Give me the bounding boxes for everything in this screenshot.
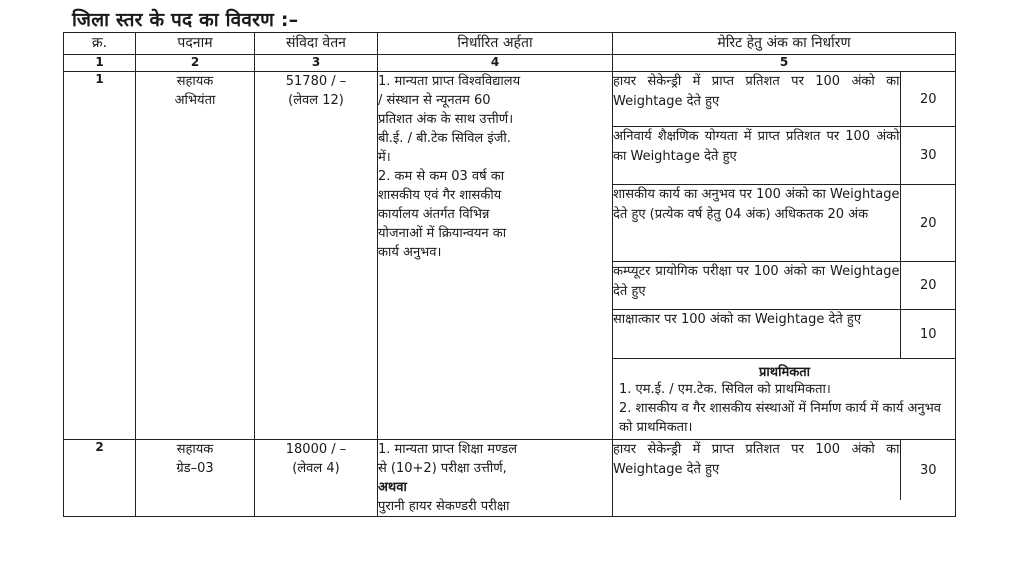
post-name-line: ग्रेड–03 (176, 461, 214, 476)
merit-item (613, 72, 956, 127)
qualification-line: कार्यालय अंतर्गत विभिन्न (378, 207, 490, 222)
merit-marks: 30 (900, 127, 956, 185)
post-details-table (63, 32, 956, 517)
qualification-line: योजनाओं में क्रियान्वयन का (378, 226, 507, 241)
qualification (378, 72, 613, 440)
column-number-row (64, 55, 956, 72)
merit-item (613, 185, 956, 262)
col-header-qualification: निर्धारित अर्हता (378, 33, 613, 55)
col-number: 2 (136, 55, 255, 72)
merit-item (613, 127, 956, 185)
qualification-or: अथवा (378, 480, 407, 495)
merit-marks: 30 (900, 440, 956, 500)
salary-level: (लेवल 4) (292, 461, 340, 476)
merit-marks: 20 (900, 262, 956, 310)
qualification-line: 1. मान्यता प्राप्त विश्वविद्यालय (378, 74, 521, 89)
merit-item (613, 262, 956, 310)
qualification (378, 440, 613, 517)
section-heading: जिला स्तर के पद का विवरण :– (72, 9, 299, 31)
salary-amount: 18000 / – (285, 442, 347, 457)
merit-marks: 10 (900, 310, 956, 359)
salary-amount: 51780 / – (285, 74, 347, 89)
col-header-post: पदनाम (136, 33, 255, 55)
table-row (64, 72, 956, 440)
priority-item: 2. शासकीय व गैर शासकीय संस्थाओं में निर्माण कार्य में कार्य अनुभव को प्राथमिकता। (619, 401, 942, 435)
merit-subtable (613, 440, 956, 500)
priority-item: 1. एम.ई. / एम.टेक. सिविल को प्राथमिकता। (619, 382, 831, 397)
header-row (64, 33, 956, 55)
table-row (64, 440, 956, 517)
merit-criteria (613, 440, 956, 517)
qualification-line: पुरानी हायर सेकण्डरी परीक्षा (378, 499, 510, 514)
qualification-line: से (10+2) परीक्षा उत्तीर्ण, (378, 461, 507, 476)
salary-level: (लेवल 12) (288, 93, 344, 108)
priority-cell (613, 359, 956, 440)
merit-criterion: हायर सेकेन्ड्री में प्राप्त प्रतिशत पर 100 अंको का Weightage देते हुए (613, 440, 900, 500)
qualification-line: कार्य अनुभव। (378, 245, 442, 260)
merit-criterion: हायर सेकेन्ड्री में प्राप्त प्रतिशत पर 100 अंको का Weightage देते हुए (613, 72, 900, 127)
qualification-line: में। (378, 150, 391, 165)
merit-criteria (613, 72, 956, 440)
salary (255, 72, 378, 440)
merit-item (613, 440, 956, 500)
col-number: 5 (613, 55, 956, 72)
qualification-line: 1. मान्यता प्राप्त शिक्षा मण्डल (378, 442, 518, 457)
col-number: 4 (378, 55, 613, 72)
col-header-sn: क्र. (64, 33, 136, 55)
qualification-line: शासकीय एवं गैर शासकीय (378, 188, 502, 203)
merit-item (613, 310, 956, 359)
qualification-line: बी.ई. / बी.टेक सिविल इंजी. (378, 131, 511, 146)
col-number: 1 (64, 55, 136, 72)
merit-subtable (613, 72, 956, 439)
post-name (136, 72, 255, 440)
merit-marks: 20 (900, 185, 956, 262)
qualification-line: प्रतिशत अंक के साथ उत्तीर्ण। (378, 112, 514, 127)
merit-criterion: साक्षात्कार पर 100 अंको का Weightage देते हुए (613, 310, 900, 359)
col-header-merit: मेरिट हेतु अंक का निर्धारण (613, 33, 956, 55)
post-name (136, 440, 255, 517)
post-name-line: सहायक (176, 442, 214, 457)
priority-title: प्राथमिकता (759, 365, 810, 380)
merit-marks: 20 (900, 72, 956, 127)
col-number: 3 (255, 55, 378, 72)
salary (255, 440, 378, 517)
merit-criterion: शासकीय कार्य का अनुभव पर 100 अंको का Weightage देते हुए (प्रत्येक वर्ष हेतु 04 अंक) अधिकतक 20 अंक (613, 185, 900, 262)
qualification-line: / संस्थान से न्यूनतम 60 (378, 93, 491, 108)
post-name-line: सहायक (176, 74, 214, 89)
qualification-line: 2. कम से कम 03 वर्ष का (378, 169, 505, 184)
post-name-line: अभियंता (174, 93, 216, 108)
priority-block (613, 359, 956, 440)
merit-criterion: कम्प्यूटर प्रायोगिक परीक्षा पर 100 अंको का Weightage देते हुए (613, 262, 900, 310)
col-header-salary: संविदा वेतन (255, 33, 378, 55)
row-serial: 1 (64, 72, 136, 440)
merit-criterion: अनिवार्य शैक्षणिक योग्यता में प्राप्त प्रतिशत पर 100 अंको का Weightage देते हुए (613, 127, 900, 185)
row-serial: 2 (64, 440, 136, 517)
